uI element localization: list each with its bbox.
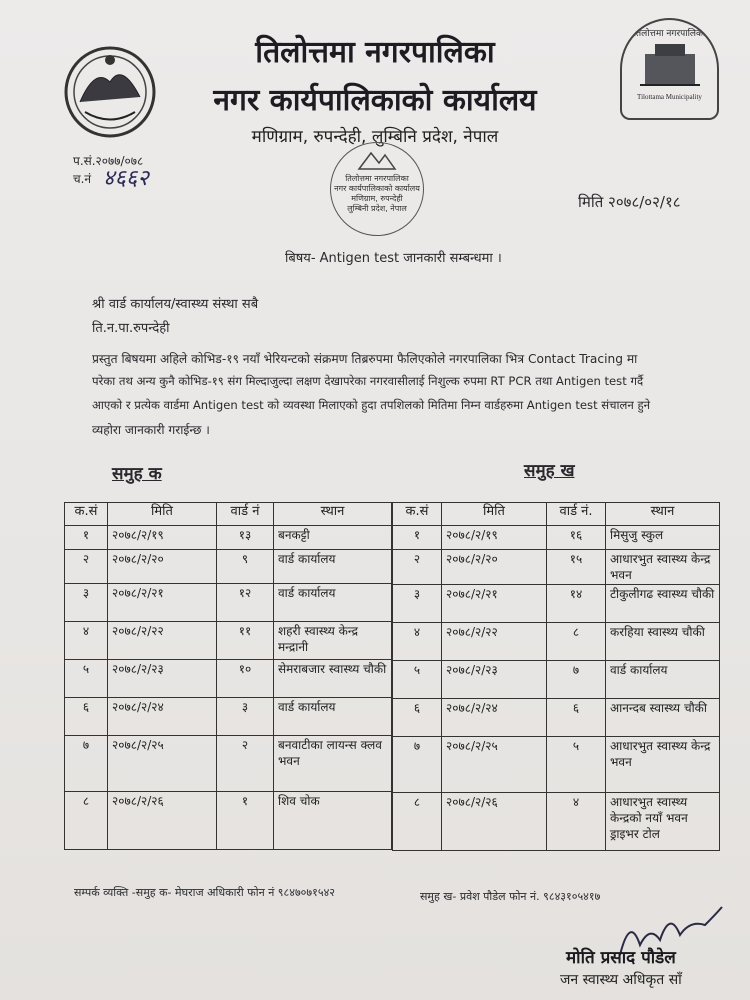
recipient-line-2: ति.न.पा.रुपन्देही xyxy=(92,321,170,336)
office-title: नगर कार्यपालिकाको कार्यालय xyxy=(213,83,537,118)
signatory-name: मोति प्रसाद पौडेल xyxy=(566,948,676,968)
date-cell: २०७८/२/२१ xyxy=(442,585,547,623)
table-row xyxy=(393,550,720,585)
ward-cell: ४ xyxy=(547,793,606,851)
serial-cell: ८ xyxy=(393,793,442,851)
ward-cell: १६ xyxy=(547,526,606,550)
table-row xyxy=(65,622,392,660)
table-row xyxy=(65,660,392,698)
serial-cell: ६ xyxy=(393,699,442,737)
ward-cell: ७ xyxy=(547,661,606,699)
ward-cell: ९ xyxy=(217,550,274,584)
recipient-line-1: श्री वार्ड कार्यालय/स्वास्थ्य संस्था सबै xyxy=(92,297,259,312)
date-cell: २०७८/२/२५ xyxy=(108,736,217,792)
date-cell: २०७८/२/२४ xyxy=(442,699,547,737)
date-cell: २०७८/२/२६ xyxy=(442,793,547,851)
place-cell: आनन्दब स्वास्थ्य चौकी xyxy=(606,699,720,737)
ward-cell: ८ xyxy=(547,623,606,661)
place-cell: सेमराबजार स्वास्थ्य चौकी xyxy=(274,660,392,698)
serial-cell: ८ xyxy=(65,792,108,850)
date-cell: २०७८/२/२३ xyxy=(108,660,217,698)
table-row xyxy=(393,793,720,851)
contact-group-a: सम्पर्क व्यक्ति -समुह क- मेघराज अधिकारी फोन नं ९८४७०७१५४२ xyxy=(74,886,336,899)
group-a-heading: समुह क xyxy=(112,464,162,484)
ward-cell: १५ xyxy=(547,550,606,585)
table-header-row xyxy=(393,503,720,526)
serial-cell: ४ xyxy=(393,623,442,661)
group-b-table xyxy=(392,502,720,851)
column-header: स्थान xyxy=(606,503,720,526)
group-a-table xyxy=(64,502,392,850)
page-title: तिलोत्तमा नगरपालिका xyxy=(255,35,495,70)
serial-cell: ७ xyxy=(393,737,442,793)
date-cell: २०७८/२/२० xyxy=(108,550,217,584)
serial-cell: २ xyxy=(393,550,442,585)
logo-top-text: तिलोत्तमा नगरपालिका xyxy=(633,29,706,39)
body-line-1: प्रस्तुत बिषयमा अहिले कोभिड-१९ नयाँ भेरियन्टको संक्रमण तिब्ररुपमा फैलिएकोले नगरपालिका भित्र Contact Tracing मा xyxy=(92,352,638,366)
ward-cell: २ xyxy=(217,736,274,792)
serial-cell: ५ xyxy=(393,661,442,699)
date-cell: २०७८/२/२४ xyxy=(108,698,217,736)
stamp-line-4: लुम्बिनी प्रदेश, नेपाल xyxy=(347,204,407,213)
date-cell: २०७८/२/१९ xyxy=(108,526,217,550)
ward-cell: १० xyxy=(217,660,274,698)
ward-cell: ११ xyxy=(217,622,274,660)
table-row xyxy=(393,661,720,699)
place-cell: मिसुजु स्कुल xyxy=(606,526,720,550)
date-cell: २०७८/२/२० xyxy=(442,550,547,585)
place-cell: बनवाटीका लायन्स क्लव भवन xyxy=(274,736,392,792)
table-row xyxy=(65,550,392,584)
serial-cell: २ xyxy=(65,550,108,584)
date-cell: २०७८/२/२२ xyxy=(108,622,217,660)
table-row xyxy=(65,792,392,850)
serial-cell: ४ xyxy=(65,622,108,660)
ward-cell: १३ xyxy=(217,526,274,550)
stamp-line-3: मणिग्राम, रुपन्देही xyxy=(351,194,403,203)
serial-cell: ३ xyxy=(65,584,108,622)
date-cell: २०७८/२/२३ xyxy=(442,661,547,699)
column-header: क.सं xyxy=(65,503,108,526)
stamp-line-2: नगर कार्यपालिकाको कार्यालय xyxy=(334,184,420,193)
table-row xyxy=(393,737,720,793)
place-cell: आधारभुत स्वास्थ्य केन्द्रको नयाँ भवन ड्राइभर टोल xyxy=(606,793,720,851)
table-header-row xyxy=(65,503,392,526)
column-header: मिति xyxy=(442,503,547,526)
table-row xyxy=(393,585,720,623)
place-cell: वार्ड कार्यालय xyxy=(606,661,720,699)
mountain-icon xyxy=(357,147,397,171)
serial-cell: १ xyxy=(65,526,108,550)
ward-cell: १४ xyxy=(547,585,606,623)
date-cell: २०७८/२/२१ xyxy=(108,584,217,622)
place-cell: बनकट्टी xyxy=(274,526,392,550)
place-cell: करहिया स्वास्थ्य चौकी xyxy=(606,623,720,661)
place-cell: वार्ड कार्यालय xyxy=(274,698,392,736)
place-cell: वार्ड कार्यालय xyxy=(274,550,392,584)
column-header: क.सं xyxy=(393,503,442,526)
ward-cell: ३ xyxy=(217,698,274,736)
chalani-label: च.नं xyxy=(73,172,92,186)
place-cell: शिव चोक xyxy=(274,792,392,850)
ps-number: प.सं.२०७७/०७८ xyxy=(73,154,144,168)
serial-cell: १ xyxy=(393,526,442,550)
table-row xyxy=(393,699,720,737)
date-cell: २०७८/२/२५ xyxy=(442,737,547,793)
place-cell: आधारभुत स्वास्थ्य केन्द्र भवन xyxy=(606,550,720,585)
chalani-number: ४६६२ xyxy=(103,166,149,191)
group-b-heading: समुह ख xyxy=(524,461,575,481)
signatory-designation: जन स्वास्थ्य अधिकृत साँ xyxy=(560,972,682,988)
body-line-4: व्यहोरा जानकारी गराईन्छ । xyxy=(92,423,210,437)
date-cell: २०७८/२/१९ xyxy=(442,526,547,550)
table-row xyxy=(65,584,392,622)
ward-cell: १२ xyxy=(217,584,274,622)
table-row xyxy=(65,736,392,792)
column-header: वार्ड नं. xyxy=(547,503,606,526)
table-row xyxy=(393,623,720,661)
serial-cell: ५ xyxy=(65,660,108,698)
date-cell: २०७८/२/२२ xyxy=(442,623,547,661)
date-cell: २०७८/२/२६ xyxy=(108,792,217,850)
body-line-2: परेका तथ अन्य कुनै कोभिड-१९ संग मिल्दाजुल्दा लक्षण देखापरेका नगरवासीलाई निशुल्क रुपमा RT PCR तथा Antigen test गर्दै xyxy=(92,374,644,388)
column-header: मिति xyxy=(108,503,217,526)
subject-line: बिषय- Antigen test जानकारी सम्बन्धमा । xyxy=(285,251,502,266)
logo-bottom-text: Tilottama Municipality xyxy=(637,93,702,101)
office-address: मणिग्राम, रुपन्देही, लुम्बिनि प्रदेश, नेपाल xyxy=(251,127,499,147)
letter-date: मिति २०७८/०२/१८ xyxy=(578,193,681,211)
table-row xyxy=(393,526,720,550)
place-cell: शहरी स्वास्थ्य केन्द्र मन्द्रानी xyxy=(274,622,392,660)
ward-cell: ६ xyxy=(547,699,606,737)
contact-group-b: समुह ख- प्रवेश पौडेल फोन नं. ९८४३१०५४१७ xyxy=(420,890,601,903)
table-row xyxy=(65,526,392,550)
table-row xyxy=(65,698,392,736)
stamp-line-1: तिलोत्तमा नगरपालिका xyxy=(345,174,409,183)
body-line-3: आएको र प्रत्येक वार्डमा Antigen test को व्यवस्था मिलाएको हुदा तपशिलको मितिमा निम्न वार्डहरुमा Antigen test संचालन हुने xyxy=(92,398,651,412)
serial-cell: ६ xyxy=(65,698,108,736)
column-header: स्थान xyxy=(274,503,392,526)
column-header: वार्ड नं xyxy=(217,503,274,526)
ward-cell: १ xyxy=(217,792,274,850)
place-cell: वार्ड कार्यालय xyxy=(274,584,392,622)
ward-cell: ५ xyxy=(547,737,606,793)
serial-cell: ३ xyxy=(393,585,442,623)
place-cell: टीकुलीगढ स्वास्थ्य चौकी xyxy=(606,585,720,623)
place-cell: आधारभुत स्वास्थ्य केन्द्र भवन xyxy=(606,737,720,793)
office-stamp xyxy=(330,142,424,236)
serial-cell: ७ xyxy=(65,736,108,792)
